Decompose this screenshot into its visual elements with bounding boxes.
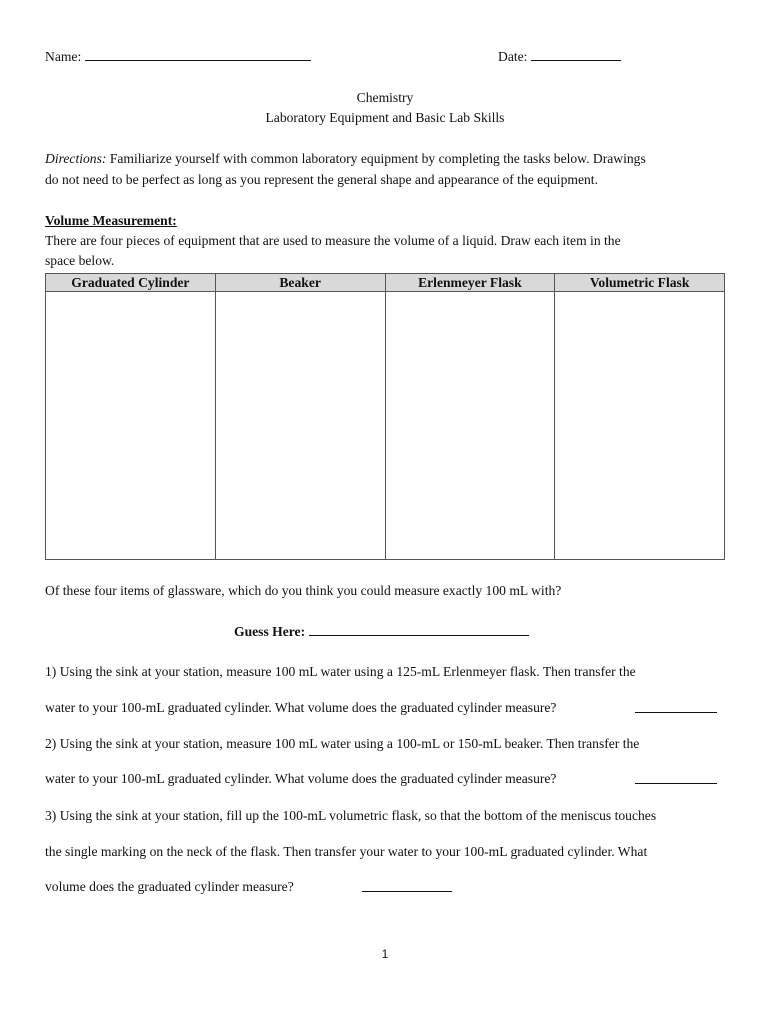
task-3-line-2: the single marking on the neck of the flask. Then transfer your water to your 100-mL graduated cylinder. What (45, 844, 648, 859)
column-volumetric-flask: Volumetric Flask (555, 274, 725, 292)
task-2-line-1: 2) Using the sink at your station, measure 100 mL water using a 100-mL or 150-mL beaker. Then transfer the (45, 736, 640, 751)
date-field[interactable] (498, 46, 621, 67)
guess-field[interactable] (234, 621, 529, 642)
glassware-question: Of these four items of glassware, which do you think you could measure exactly 100 mL with? (45, 583, 562, 598)
task-1-answer-blank[interactable] (635, 698, 717, 713)
name-field[interactable] (45, 46, 311, 67)
drawing-cell-graduated-cylinder[interactable] (46, 292, 216, 560)
column-graduated-cylinder: Graduated Cylinder (46, 274, 216, 292)
directions-text-1: Familiarize yourself with common laboratory equipment by completing the tasks below. Drawings (106, 151, 646, 166)
name-blank[interactable] (85, 46, 311, 61)
directions-line-2: do not need to be perfect as long as you represent the general shape and appearance of the equipment. (45, 172, 598, 187)
column-beaker: Beaker (215, 274, 385, 292)
task-3-line-3: volume does the graduated cylinder measure? (45, 879, 294, 894)
drawing-cell-erlenmeyer-flask[interactable] (385, 292, 555, 560)
volume-intro-line-2: space below. (45, 253, 115, 268)
topic-title: Laboratory Equipment and Basic Lab Skills (265, 110, 505, 125)
task-2-line-2: water to your 100-mL graduated cylinder. What volume does the graduated cylinder measure? (45, 771, 557, 786)
volume-intro-line-1: There are four pieces of equipment that are used to measure the volume of a liquid. Draw each item in the (45, 233, 621, 248)
equipment-drawing-table (45, 273, 725, 560)
date-label: Date: (498, 49, 528, 64)
volume-heading (45, 211, 177, 231)
page-number: 1 (381, 947, 389, 961)
date-blank[interactable] (531, 46, 621, 61)
drawing-cell-beaker[interactable] (215, 292, 385, 560)
task-2-answer-blank[interactable] (635, 769, 717, 784)
task-3-answer-blank[interactable] (362, 877, 452, 892)
guess-blank[interactable] (309, 621, 529, 636)
task-1-line-1: 1) Using the sink at your station, measure 100 mL water using a 125-mL Erlenmeyer flask. Then transfer the (45, 664, 636, 679)
drawing-cell-volumetric-flask[interactable] (555, 292, 725, 560)
column-erlenmeyer-flask: Erlenmeyer Flask (385, 274, 555, 292)
volume-heading-text: Volume Measurement: (45, 213, 177, 228)
task-1-line-2: water to your 100-mL graduated cylinder. What volume does the graduated cylinder measure? (45, 700, 557, 715)
directions-line-1 (45, 149, 646, 169)
task-3-line-1: 3) Using the sink at your station, fill up the 100-mL volumetric flask, so that the bottom of the meniscus touches (45, 808, 657, 823)
name-label: Name: (45, 49, 82, 64)
subject-title: Chemistry (356, 90, 414, 105)
guess-label: Guess Here: (234, 624, 306, 639)
directions-label: Directions: (45, 151, 107, 166)
